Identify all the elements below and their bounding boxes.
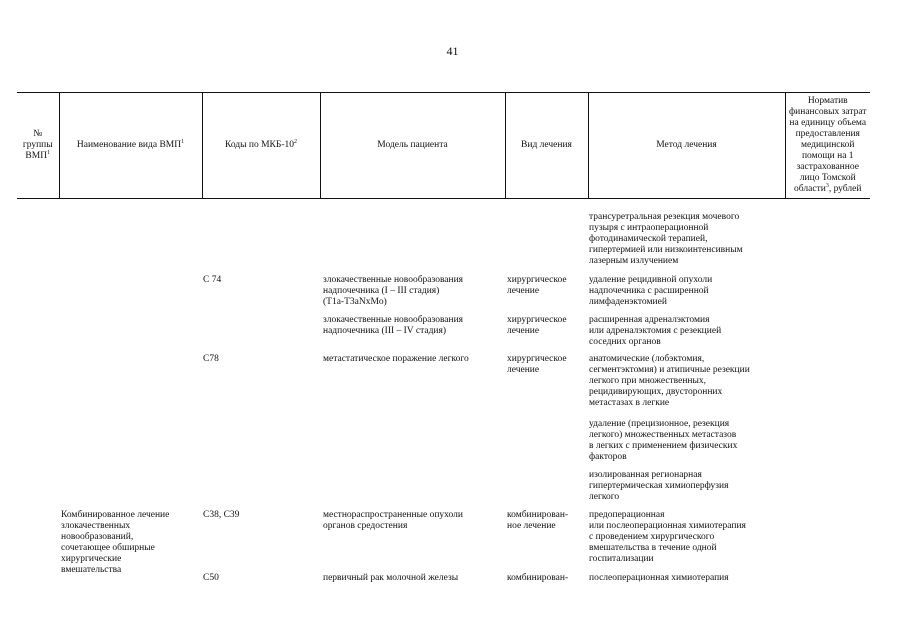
patient-model: первичный рак молочной железы: [323, 573, 459, 583]
icd-code: C38, C39: [203, 510, 240, 520]
header-treatment-method: Метод лечения: [588, 93, 785, 199]
header-vmp-name: Наименование вида ВМП$^1$: [59, 93, 202, 199]
method-text: удаление (прецизионное, резекция легкого) множественных метастазов в легких с применением физических факторов: [589, 419, 738, 463]
method-text: послеоперационная химиотерапия: [589, 573, 729, 583]
patient-model: злокачественные новообразования надпочечника (I – III стадия) (T1a-T3aNxMo): [323, 275, 464, 308]
method-text: анатомические (лобэктомия, сегментэктомия) и атипичные резекции легкого при множественных, рецидивирующих, двусторонних метастазах в легкие: [589, 354, 750, 409]
page-number: 41: [446, 44, 459, 58]
icd-code: C78: [203, 354, 219, 364]
patient-model: злокачественные новообразования надпочечника (III – IV стадия): [323, 315, 464, 337]
header-icd-codes: Коды по МКБ-$10^2$: [202, 93, 320, 199]
vmp-name: Комбинированное лечение злокачественных новообразований, сочетающее обширные хирургические вмешательства: [61, 510, 170, 576]
header-cost-norm: Норматив финансовых затрат на единицу объема предоставления медицинской помощи на 1 застрахованное лицо Томской области$^3$, рублей: [785, 93, 870, 199]
treatment-type: хирургическое лечение: [507, 275, 567, 297]
method-text: расширенная адреналэктомия или адреналэктомия с резекцией соседних органов: [589, 315, 722, 348]
method-text: предоперационная или послеоперационная химиотерапия с проведением хирургического вмешательства в течение одной госпитализации: [589, 510, 746, 565]
patient-model: местнораспространенные опухоли органов средостения: [323, 510, 463, 532]
icd-code: C 74: [203, 275, 222, 285]
treatment-type: комбинирован- ное лечение: [507, 510, 569, 532]
header-patient-model: Модель пациента: [320, 93, 505, 199]
treatment-type: комбинирован-: [507, 573, 569, 583]
treatment-type: хирургическое лечение: [507, 315, 567, 337]
table-header: [17, 92, 870, 199]
method-text: изолированная регионарная гипертермическая химиоперфузия легкого: [589, 470, 729, 503]
patient-model: метастатическое поражение легкого: [323, 354, 469, 364]
method-text: трансуретральная резекция мочевого пузыря с интраоперационной фотодинамической терапией, гипертермией или низкоинтенсивным лазерным излучением: [589, 212, 743, 267]
method-text: удаление рецидивной опухоли надпочечника с расширенной лимфаденэктомией: [589, 275, 713, 308]
treatment-type: хирургическое лечение: [507, 354, 567, 376]
header-treatment-type: Вид лечения: [505, 93, 588, 199]
icd-code: C50: [203, 573, 219, 583]
header-group-number: № группы ВМП$^1$: [22, 129, 53, 161]
